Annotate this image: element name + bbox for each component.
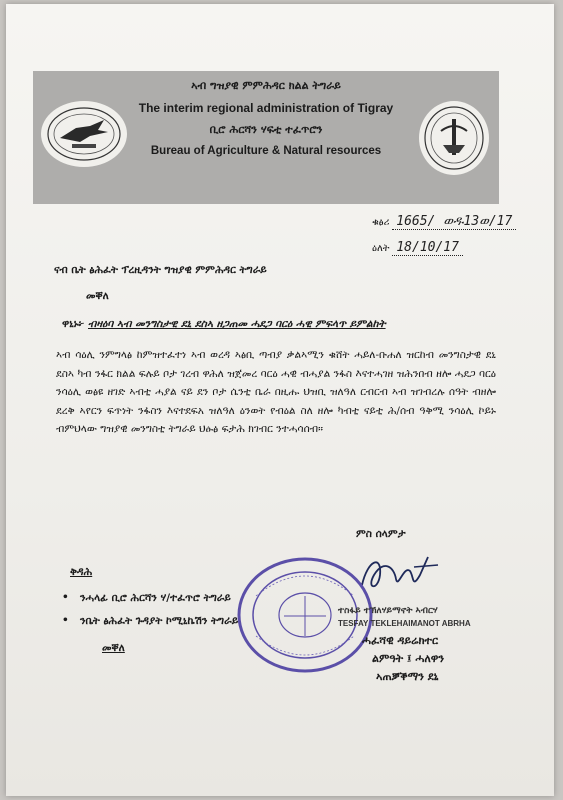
subject-line bbox=[62, 318, 386, 331]
letter-body: ኣብ ሳዕሊ ንምግላፅ ከምዝተፈተነ ኣብ ወረዳ ኣፅቢ ጣብያ ቃልኣሚን ቁሸት ሓይለ-ቡሐለ ዝርከብ መንግስታዊ ደኒ ደስኣ ካብ ንፋር ክልል ፍሉይ ቦታ ገረብ ዋሕለ ዝጀመረ ባርዕ ሓዊ ብሓያል ንፋስ እናተሓገዘ ዝሕንበብ ዘሎ ሓደጋ ባርዕ ንሳዕሊ ወፅዩ ዘገድ ኣብቲ ሓያል ናይ ደን ቦታ ሴንቲ ቤራ በዚሑ ህዝቢ ዝለዓለ ርብርብ ኣብ ዝገብረሉ ሰዓት ብዘሎ ደረቅ ኣየርን ፍጥነት ንፋስን እናተደፍአ ዝለዓለ ዕንወት የብዕል ስለ ዘሎ ካብቲ ናይቲ ሕ/ሰብ ዓቅሚ ንሳዕሊ ኮይኑ ብምህላው ግዝያዊ መንግስቲ ትግራይ ህፁፅ ፍታሕ ክገብር ንተሓሳሰብ። bbox=[56, 349, 496, 436]
signatory-title-line3: ኣጠቓቕማን ደኒ bbox=[376, 670, 439, 683]
signatory-title-line1: ሓፈሻዊ ዳይሬክተር bbox=[362, 634, 439, 647]
list-item: • ንቤት ፅሕፈት ጉዳያት ኮሚኒኬሽን ትግራይ bbox=[62, 615, 238, 628]
signatory-title-line2: ልምዓት ፤ ሓለዋን bbox=[372, 652, 445, 665]
reference-number-label: ቁፅሪ bbox=[372, 217, 390, 228]
subject-text: ብዛዕባ ኣብ መንግስታዊ ደኒ ደስኣ ዘጋጠመ ሓደጋ ባርዕ ሓዊ ምፍላጥ ይምልከት bbox=[88, 318, 386, 330]
letterhead-bureau-english: Bureau of Agriculture & Natural resources bbox=[150, 145, 382, 157]
copy-place: መቐለ bbox=[102, 642, 125, 654]
subject-label: ዋኒኑ፦ bbox=[62, 318, 85, 330]
bureau-emblem-icon bbox=[419, 101, 489, 175]
letterhead-title-english: The interim regional administration of Tigray bbox=[138, 101, 394, 115]
letterhead bbox=[33, 71, 499, 204]
signatory-name-english: TESFAY TEKLEHAIMANOT ABRHA bbox=[338, 619, 471, 628]
reference-date-value: 18/10/17 bbox=[392, 240, 463, 256]
signatory-name-tigrinya: ተስፋይ ተኽለሃይማኖት ኣብርሃ bbox=[338, 606, 438, 616]
letterhead-bureau-tigrinya: ቢሮ ሕርሻን ሃፍቲ ተፈጥሮን bbox=[209, 123, 323, 136]
reference-date bbox=[372, 240, 463, 255]
reference-date-label: ዕለት bbox=[372, 243, 390, 254]
recipient-place: መቐለ bbox=[86, 290, 109, 302]
reference-number-value: 1665/ ወዱ13ወ/17 bbox=[392, 214, 516, 230]
list-item: • ንሓላፊ ቢሮ ሕርሻን ሃ/ተፈጥሮ ትግራይ bbox=[62, 592, 238, 605]
copy-list bbox=[62, 592, 238, 638]
letterhead-title-tigrinya: ኣብ ግዝያዊ ምምሕዳር ክልል ትግራይ bbox=[191, 79, 341, 92]
recipient-line: ናብ ቤት ፅሕፈት ፕረዚዳንት ግዝያዊ ምምሕዳር ትግራይ bbox=[54, 264, 267, 276]
reference-number bbox=[372, 214, 516, 229]
copy-label: ቅዳሕ bbox=[70, 566, 93, 578]
closing-regards: ምስ ሰላምታ bbox=[356, 528, 406, 540]
